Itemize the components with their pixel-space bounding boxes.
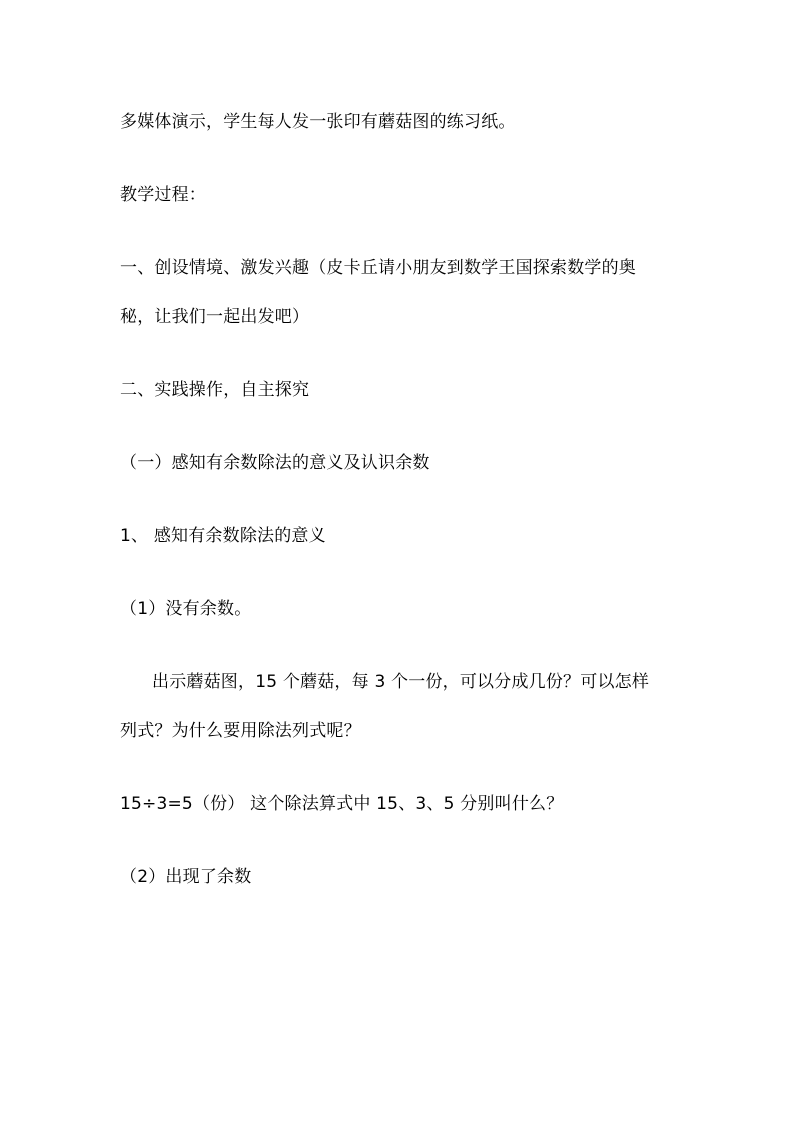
mushroom-question-line1: 出示蘑菇图，15 个蘑菇，每 3 个一份，可以分成几份？可以怎样	[152, 672, 650, 692]
mushroom-question-line2: 列式？为什么要用除法列式呢？	[120, 721, 361, 741]
materials-paragraph: 多媒体演示，学生每人发一张印有蘑菇图的练习纸。	[120, 112, 516, 132]
division-equation-line: 15÷3=5（份） 这个除法算式中 15、3、5 分别叫什么？	[120, 794, 564, 814]
section-two-heading: 二、实践操作，自主探究	[120, 380, 310, 400]
section-one-heading-line1: 一、创设情境、激发兴趣（皮卡丘请小朋友到数学王国探索数学的奥	[120, 258, 636, 278]
no-remainder-heading: （1）没有余数。	[120, 599, 252, 619]
item-one-heading: 1、 感知有余数除法的意义	[120, 526, 326, 546]
subsection-one-heading: （一）感知有余数除法的意义及认识余数	[120, 453, 430, 473]
remainder-heading: （2）出现了余数	[120, 867, 252, 887]
teaching-process-heading: 教学过程：	[120, 185, 206, 205]
section-one-heading-line2: 秘，让我们一起出发吧）	[120, 307, 310, 327]
